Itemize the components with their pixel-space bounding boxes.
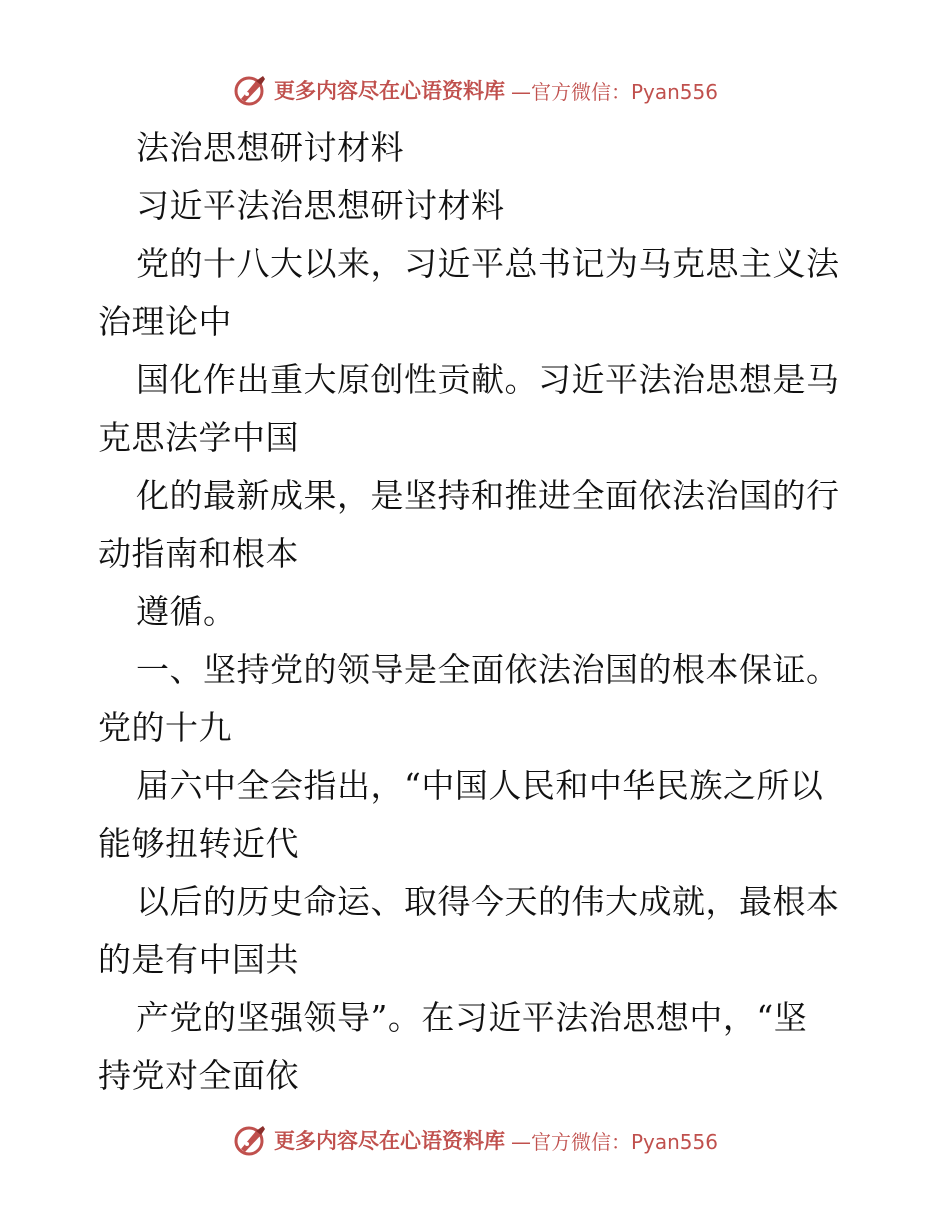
document-title: 法治思想研讨材料 [136,128,404,167]
paragraph-line: 化的最新成果，是坚持和推进全面依法治国的行 [136,476,840,515]
footer-banner [0,1120,950,1160]
paragraph-line: 持党对全面依 [98,1056,299,1095]
banner-contact-text: —官方微信：Pyan556 [510,79,718,104]
paragraph-line: 国化作出重大原创性贡献。习近平法治思想是马 [136,360,840,399]
pen-nib-logo-icon [232,1123,268,1157]
document-subtitle: 习近平法治思想研讨材料 [136,186,505,225]
banner-brand-text: 更多内容尽在心语资料库 [273,1128,505,1153]
section-heading-line: 一、坚持党的领导是全面依法治国的根本保证。 [136,650,840,689]
header-banner [0,70,950,110]
paragraph-line: 届六中全会指出，“中国人民和中华民族之所以 [136,766,824,805]
banner-brand-text: 更多内容尽在心语资料库 [273,78,505,103]
banner-contact-text: —官方微信：Pyan556 [510,1129,718,1154]
paragraph-line: 产党的坚强领导”。在习近平法治思想中，“坚 [136,998,808,1037]
pen-nib-logo-icon [232,73,268,107]
paragraph-line: 治理论中 [98,302,232,341]
paragraph-line: 能够扭转近代 [98,824,299,863]
paragraph-line: 的是有中国共 [98,940,299,979]
paragraph-line: 党的十八大以来，习近平总书记为马克思主义法 [136,244,840,283]
paragraph-line: 党的十九 [98,708,232,747]
paragraph-line: 动指南和根本 [98,534,299,573]
paragraph-line: 克思法学中国 [98,418,299,457]
paragraph-line: 遵循。 [136,592,237,631]
paragraph-line: 以后的历史命运、取得今天的伟大成就，最根本 [136,882,840,921]
